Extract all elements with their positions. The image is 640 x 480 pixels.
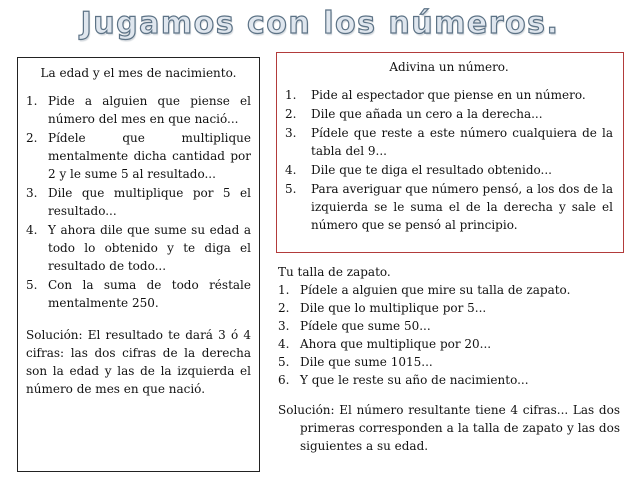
list-item bbox=[278, 317, 620, 335]
list-item-number: 5. bbox=[278, 355, 290, 369]
guess-number-steps bbox=[285, 86, 613, 234]
shoe-size-solution: Solución: El número resultante tiene 4 cifras... Las dos primeras corresponden a la talla de zapato y las dos siguientes a su edad. bbox=[278, 403, 620, 453]
list-item-number: 2. bbox=[26, 131, 38, 145]
list-item bbox=[285, 105, 613, 123]
list-item bbox=[278, 371, 620, 389]
list-item-number: 2. bbox=[285, 107, 297, 121]
list-item bbox=[278, 353, 620, 371]
list-item-number: 4. bbox=[278, 337, 290, 351]
list-item bbox=[285, 161, 613, 179]
list-item-text: Pídele que sume 50... bbox=[300, 319, 431, 333]
list-item-text: Dile que sume 1015... bbox=[300, 355, 433, 369]
list-item bbox=[278, 281, 620, 299]
list-item-text: Pide al espectador que piense en un número. bbox=[311, 88, 586, 102]
list-item-text: Y que le reste su año de nacimiento... bbox=[300, 373, 529, 387]
list-item-number: 1. bbox=[278, 283, 290, 297]
shoe-size-section bbox=[276, 263, 622, 475]
list-item-number: 1. bbox=[285, 88, 297, 102]
list-item-text: Para averiguar que número pensó, a los dos de la izquierda se le suma el de la derecha y sale el número que se pensó al principio. bbox=[311, 182, 613, 232]
list-item-number: 4. bbox=[26, 223, 38, 237]
list-item bbox=[278, 299, 620, 317]
list-item-number: 5. bbox=[26, 278, 38, 292]
list-item-text: Pide a alguien que piense el número del mes en que nació... bbox=[48, 94, 251, 126]
list-item-number: 3. bbox=[26, 186, 38, 200]
shoe-size-heading: Tu talla de zapato. bbox=[278, 265, 391, 279]
age-birthmonth-box bbox=[17, 57, 260, 472]
list-item-number: 6. bbox=[278, 373, 290, 387]
age-birthmonth-heading: La edad y el mes de nacimiento. bbox=[40, 66, 237, 80]
age-birthmonth-steps bbox=[26, 92, 251, 312]
shoe-size-steps bbox=[278, 281, 620, 389]
list-item-number: 5. bbox=[285, 182, 297, 196]
list-item-text: Pídele que reste a este número cualquiera de la tabla del 9... bbox=[311, 126, 613, 158]
list-item bbox=[285, 124, 613, 160]
list-item-number: 2. bbox=[278, 301, 290, 315]
list-item-text: Pídele que multiplique mentalmente dicha cantidad por 2 y le sume 5 al resultado... bbox=[48, 131, 251, 181]
list-item bbox=[26, 221, 251, 275]
list-item-text: Con la suma de todo réstale mentalmente 250. bbox=[48, 278, 251, 310]
list-item bbox=[26, 276, 251, 312]
list-item bbox=[26, 129, 251, 183]
list-item bbox=[26, 92, 251, 128]
guess-number-heading: Adivina un número. bbox=[389, 60, 509, 74]
list-item-number: 3. bbox=[285, 126, 297, 140]
list-item-text: Dile que multiplique por 5 el resultado... bbox=[48, 186, 251, 218]
list-item-text: Dile que te diga el resultado obtenido... bbox=[311, 163, 552, 177]
list-item-text: Y ahora dile que sume su edad a todo lo obtenido y te diga el resultado de todo... bbox=[48, 223, 251, 273]
list-item-text: Ahora que multiplique por 20... bbox=[300, 337, 492, 351]
guess-number-box bbox=[276, 52, 624, 253]
list-item-number: 3. bbox=[278, 319, 290, 333]
age-birthmonth-solution: Solución: El resultado te dará 3 ó 4 cifras: las dos cifras de la derecha son la edad y las de la izquierda el número de mes en que nació. bbox=[26, 328, 251, 396]
list-item bbox=[26, 184, 251, 220]
page-title: Jugamos con los números. bbox=[80, 6, 560, 41]
list-item bbox=[285, 180, 613, 234]
list-item bbox=[278, 335, 620, 353]
list-item-text: Dile que lo multiplique por 5... bbox=[300, 301, 487, 315]
list-item-text: Pídele a alguien que mire su talla de zapato. bbox=[300, 283, 571, 297]
list-item-text: Dile que añada un cero a la derecha... bbox=[311, 107, 543, 121]
list-item-number: 1. bbox=[26, 94, 38, 108]
list-item bbox=[285, 86, 613, 104]
list-item-number: 4. bbox=[285, 163, 297, 177]
